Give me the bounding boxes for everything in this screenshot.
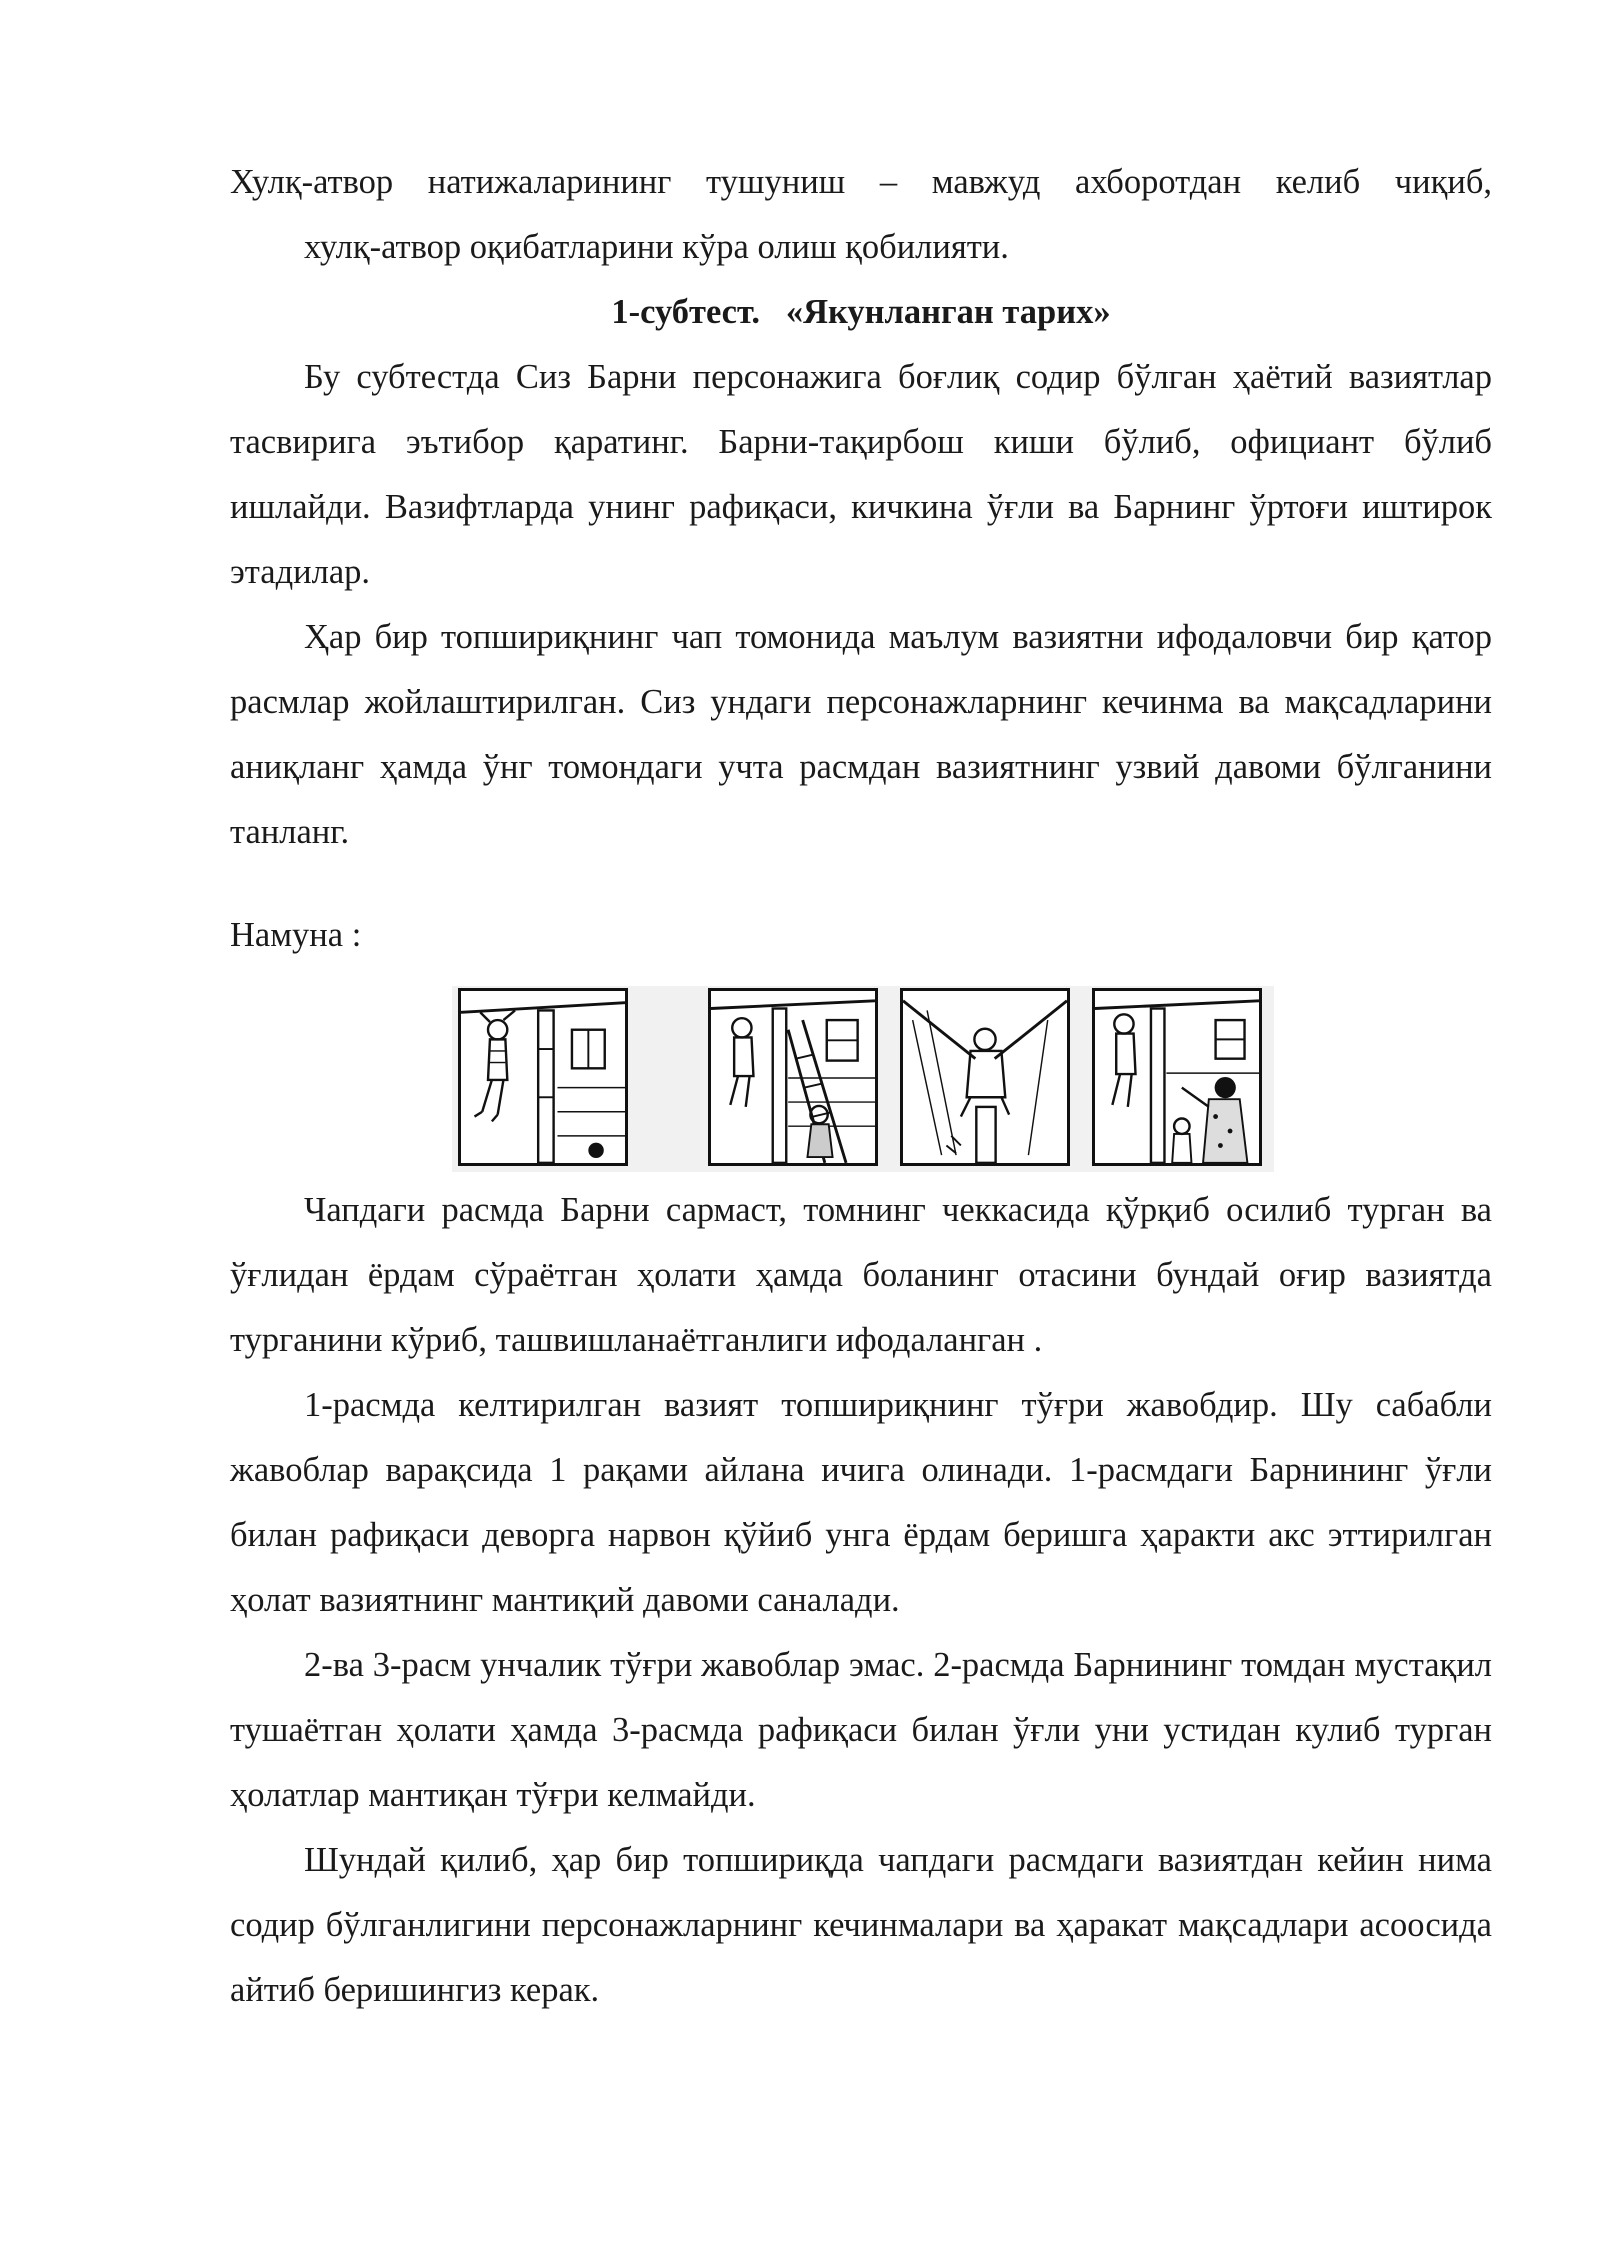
paragraph-instructions: Ҳар бир топшириқнинг чап томонида маълум вазиятни ифодаловчи бир қатор расмлар жойлаштирилган. Сиз ундаги персонажларнинг кечинма ва мақсадларини аниқланг ҳамда ўнг томондаги учта расмдан вазиятнинг узвий давоми бўлганини танланг. xyxy=(230,618,1492,851)
sample-label: Намуна : xyxy=(230,916,362,954)
sample-panel-situation xyxy=(458,988,628,1166)
barney-hanging-icon xyxy=(461,991,625,1163)
sample-panel-option-2 xyxy=(900,988,1070,1166)
climbing-down-icon xyxy=(903,991,1067,1163)
intro-line-1: Хулқ-атвор натижаларининг тушуниш – мавжуд ахборотдан келиб чиқиб, xyxy=(230,163,1492,201)
subtest-title: 1-субтест. «Якунланган тарих» xyxy=(611,293,1111,331)
laughing-family-icon xyxy=(1095,991,1259,1163)
paragraph-description: Бу субтестда Сиз Барни персонажига боғлиқ содир бўлган ҳаётий вазиятлар тасвирига эътибор қаратинг. Барни-тақирбош киши бўлиб, официант бўлиб ишлайди. Вазифтларда унинг рафиқаси, кичкина ўғли ва Барнинг ўртоғи иштирок этадилар. xyxy=(230,358,1492,591)
sample-panel-option-3 xyxy=(1092,988,1262,1166)
intro-line-2: хулқ-атвор оқибатларини кўра олиш қобилияти. xyxy=(304,228,1009,266)
paragraph-conclusion: Шундай қилиб, ҳар бир топшириқда чапдаги расмдаги вазиятдан кейин нима содир бўлганлигини персонажларнинг кечинмалари ва ҳаракат мақсадлари асоосида айтиб беришингиз керак. xyxy=(230,1841,1492,2009)
paragraph-explanation-correct: 1-расмда келтирилган вазият топшириқнинг тўғри жавобдир. Шу сабабли жавоблар варақсида 1 рақами айлана ичига олинади. 1-расмдаги Барнининг ўғли билан рафиқаси деворга нарвон қўйиб унга ёрдам беришга ҳаракти акс эттирилган ҳолат вазиятнинг мантиқий давоми саналади. xyxy=(230,1386,1492,1619)
sample-picture-strip xyxy=(230,988,1492,1178)
paragraph-explanation-wrong: 2-ва 3-расм унчалик тўғри жавоблар эмас. 2-расмда Барнининг томдан мустақил тушаётган ҳолати ҳамда 3-расмда рафиқаси билан ўғли уни устидан кулиб турган ҳолатлар мантиқан тўғри келмайди. xyxy=(230,1646,1492,1814)
paragraph-explanation-left: Чапдаги расмда Барни сармаст, томнинг чеккасида қўрқиб осилиб турган ва ўғлидан ёрдам сўраётган ҳолати ҳамда боланинг отасини бундай оғир вазиятда турганини кўриб, ташвишланаётганлиги ифодаланган . xyxy=(230,1191,1492,1359)
sample-panel-option-1 xyxy=(708,988,878,1166)
ladder-rescue-icon xyxy=(711,991,875,1163)
document-page xyxy=(230,150,1492,2023)
